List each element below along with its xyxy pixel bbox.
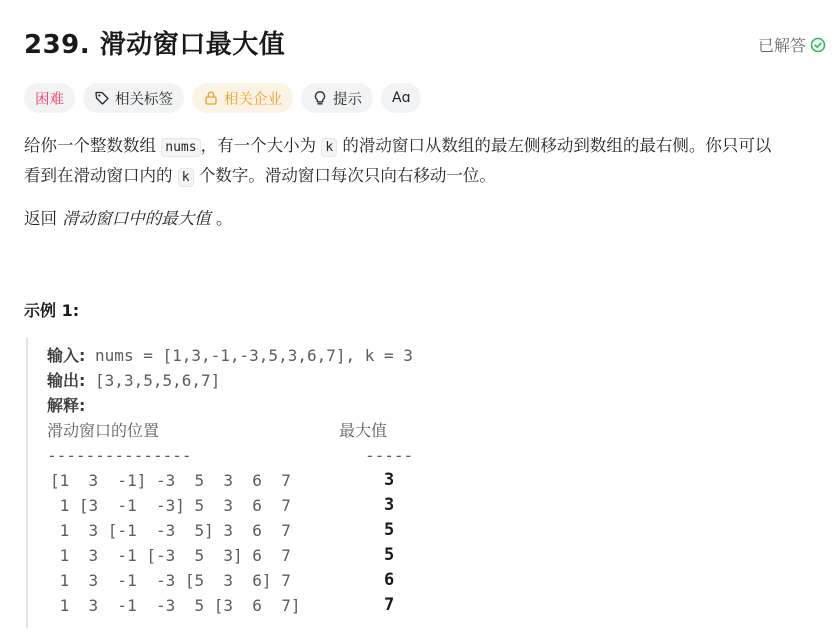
- difficulty-label: 困难: [35, 91, 64, 108]
- window-row: 1 3 -1 [-3 5 3] 6 7: [50, 546, 291, 565]
- return-statement: 返回 滑动窗口中的最大值 。: [24, 209, 233, 228]
- window-row: 1 3 -1 -3 [5 3 6] 7: [50, 571, 291, 590]
- column-header-max: 最大值: [339, 421, 388, 440]
- example-input-line: [47, 343, 413, 368]
- solved-status: [758, 33, 826, 56]
- return-emphasis: 滑动窗口中的最大值: [62, 209, 211, 228]
- window-row: [1 3 -1] -3 5 3 6 7: [50, 471, 291, 490]
- difficulty-tag[interactable]: [24, 83, 75, 113]
- hint-tag[interactable]: [301, 83, 373, 113]
- window-row: 1 3 [-1 -3 5] 3 6 7: [50, 521, 291, 540]
- example-block: [26, 338, 818, 628]
- divider-max: -----: [365, 446, 414, 465]
- tag-icon: [94, 90, 110, 106]
- code-k: k: [321, 138, 337, 157]
- divider-window: ---------------: [47, 446, 192, 465]
- related-topics-tag[interactable]: [83, 83, 184, 113]
- output-label: 输出:: [47, 371, 86, 390]
- window-max: 6: [384, 570, 395, 590]
- code-nums: nums: [161, 138, 200, 157]
- description-line-1: 给你一个整数数组 nums ，有一个大小为 k 的滑动窗口从数组的最左侧移动到数组的最右侧。你只可以: [24, 136, 772, 155]
- window-row: 1 [3 -1 -3] 5 3 6 7: [50, 496, 291, 515]
- code-k: k: [178, 168, 194, 187]
- related-topics-label: 相关标签: [115, 91, 173, 108]
- solved-label: 已解答: [757, 36, 806, 55]
- window-max: 7: [384, 595, 395, 615]
- translate-icon: Aɑ: [392, 90, 411, 106]
- problem-description: [24, 132, 824, 192]
- window-max: 5: [384, 545, 395, 565]
- example-heading: 示例 1:: [24, 301, 80, 320]
- translate-button[interactable]: [381, 83, 421, 113]
- example-output-line: [47, 368, 220, 393]
- problem-title: 239. 滑动窗口最大值: [24, 30, 286, 60]
- related-companies-tag[interactable]: [192, 83, 293, 113]
- window-max: 5: [384, 520, 395, 540]
- window-row: 1 3 -1 -3 5 [3 6 7]: [50, 596, 301, 615]
- check-circle-icon: [810, 37, 826, 53]
- lock-icon: [203, 90, 219, 106]
- window-max: 3: [384, 495, 395, 515]
- tag-row: [24, 83, 421, 113]
- hint-label: 提示: [333, 91, 362, 108]
- input-label: 输入:: [47, 346, 86, 365]
- window-max: 3: [384, 470, 395, 490]
- column-header-window: 滑动窗口的位置: [47, 421, 160, 440]
- description-line-2: 看到在滑动窗口内的 k 个数字。滑动窗口每次只向右移动一位。: [24, 166, 496, 185]
- output-value: [3,3,5,5,6,7]: [85, 371, 221, 390]
- example-explain-line: [47, 393, 85, 418]
- related-companies-label: 相关企业: [224, 91, 282, 108]
- explain-label: 解释:: [47, 396, 86, 415]
- input-value: nums = [1,3,-1,-3,5,3,6,7], k = 3: [85, 346, 413, 365]
- lightbulb-icon: [312, 90, 328, 106]
